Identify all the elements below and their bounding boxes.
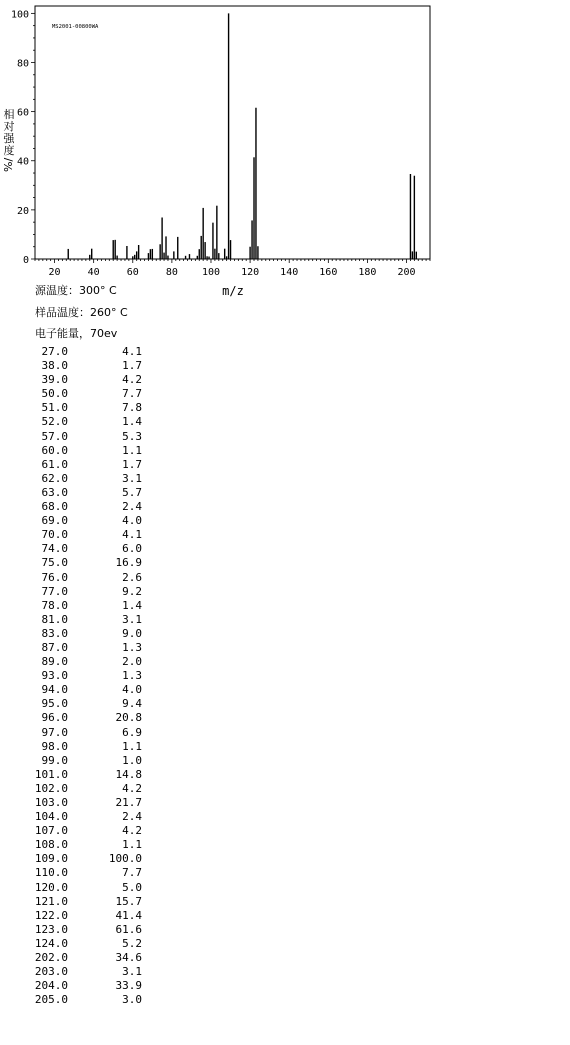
peak-mz: 104.0 (34, 810, 68, 824)
peak-intensity: 2.4 (122, 500, 142, 514)
x-tick-label: 200 (397, 267, 416, 278)
peak-intensity: 61.6 (115, 922, 142, 936)
table-row (30, 951, 142, 965)
peak-intensity: 1.4 (122, 415, 142, 429)
x-tick-label: 80 (165, 267, 178, 278)
sample-temperature-label: 样品温度： (35, 306, 90, 319)
peak-intensity: 2.0 (122, 655, 142, 669)
peak-mz: 52.0 (41, 415, 68, 429)
peak-intensity: 1.3 (122, 640, 142, 654)
peak-intensity: 1.4 (122, 598, 142, 612)
table-row (30, 373, 142, 387)
peak-mz: 74.0 (41, 542, 68, 556)
table-row (30, 979, 142, 993)
sample-temperature-value: 260° C (90, 306, 128, 319)
peak-intensity: 4.2 (122, 373, 142, 387)
peak-mz: 97.0 (41, 725, 68, 739)
sample-temperature (35, 304, 128, 320)
y-axis-label (2, 107, 16, 172)
table-row (30, 669, 142, 683)
table-row (30, 514, 142, 528)
table-row (30, 881, 142, 895)
peak-intensity: 4.0 (122, 683, 142, 697)
peak-mz: 108.0 (34, 838, 68, 852)
x-tick-label: 140 (280, 267, 299, 278)
peak-intensity: 7.7 (122, 866, 142, 880)
peak-mz: 99.0 (41, 753, 68, 767)
table-row (30, 824, 142, 838)
electron-energy (35, 325, 117, 341)
peak-intensity: 3.0 (122, 993, 142, 1007)
peak-intensity: 5.3 (122, 429, 142, 443)
table-row (30, 923, 142, 937)
table-row (30, 726, 142, 740)
peak-intensity: 1.7 (122, 359, 142, 373)
chart-title: MS2001-00800WA (52, 24, 99, 30)
peak-mz: 110.0 (34, 866, 68, 880)
peak-list-table (30, 345, 142, 1007)
peak-intensity: 20.8 (115, 711, 142, 725)
peak-mz: 202.0 (34, 951, 68, 965)
table-row (30, 458, 142, 472)
y-axis-label-char: 度 (3, 144, 15, 157)
table-row (30, 500, 142, 514)
peak-mz: 98.0 (41, 739, 68, 753)
peak-intensity: 4.2 (122, 824, 142, 838)
peak-mz: 101.0 (34, 767, 68, 781)
peak-intensity: 5.2 (122, 936, 142, 950)
x-tick-label: 120 (241, 267, 260, 278)
x-tick-label: 100 (201, 267, 221, 278)
peak-intensity: 5.7 (122, 485, 142, 499)
peak-mz: 89.0 (41, 655, 68, 669)
peak-mz: 70.0 (41, 528, 68, 542)
peak-intensity: 7.7 (122, 387, 142, 401)
peak-intensity: 3.1 (122, 612, 142, 626)
y-tick-label: 80 (16, 58, 29, 70)
peak-intensity: 34.6 (115, 951, 142, 965)
peak-intensity: 1.0 (122, 753, 142, 767)
source-temperature (35, 282, 117, 298)
peak-mz: 123.0 (34, 922, 68, 936)
electron-energy-value: 70ev (90, 327, 118, 340)
table-row (30, 542, 142, 556)
peak-mz: 93.0 (41, 669, 68, 683)
peak-mz: 124.0 (34, 936, 68, 950)
table-row (30, 444, 142, 458)
chart-frame (35, 6, 430, 259)
peak-intensity: 100.0 (108, 852, 142, 866)
chart-ticks (11, 9, 430, 278)
peak-intensity: 3.1 (122, 471, 142, 485)
electron-energy-label: 电子能量， (35, 327, 90, 340)
peak-intensity: 1.1 (122, 443, 142, 457)
peak-intensity: 1.1 (122, 739, 142, 753)
table-row (30, 683, 142, 697)
table-row (30, 909, 142, 923)
table-row (30, 866, 142, 880)
peak-intensity: 9.0 (122, 626, 142, 640)
peak-intensity: 4.1 (122, 528, 142, 542)
peak-mz: 78.0 (41, 598, 68, 612)
peak-intensity: 16.9 (115, 556, 142, 570)
x-tick-label: 40 (87, 267, 100, 278)
peak-intensity: 9.2 (122, 584, 142, 598)
peak-intensity: 5.0 (122, 880, 142, 894)
peak-mz: 60.0 (41, 443, 68, 457)
peak-mz: 63.0 (41, 485, 68, 499)
peak-mz: 57.0 (41, 429, 68, 443)
peak-mz: 94.0 (41, 683, 68, 697)
peak-intensity: 2.4 (122, 810, 142, 824)
table-row (30, 528, 142, 542)
x-tick-label: 20 (48, 267, 61, 278)
table-row (30, 472, 142, 486)
table-row (30, 965, 142, 979)
peak-mz: 121.0 (34, 894, 68, 908)
peak-intensity: 14.8 (115, 767, 142, 781)
table-row (30, 768, 142, 782)
y-axis-label-unit: %/ (2, 157, 15, 172)
table-row (30, 345, 142, 359)
table-row (30, 852, 142, 866)
x-tick-label: 60 (126, 267, 139, 278)
peak-mz: 102.0 (34, 781, 68, 795)
y-axis-label-char: 对 (3, 120, 15, 133)
peak-mz: 203.0 (34, 965, 68, 979)
table-row (30, 571, 142, 585)
peak-mz: 76.0 (41, 570, 68, 584)
peak-mz: 205.0 (34, 993, 68, 1007)
chart-bars (68, 13, 416, 259)
peak-mz: 69.0 (41, 514, 68, 528)
peak-intensity: 1.1 (122, 838, 142, 852)
table-row (30, 993, 142, 1007)
table-row (30, 838, 142, 852)
peak-intensity: 9.4 (122, 697, 142, 711)
peak-intensity: 1.7 (122, 457, 142, 471)
peak-intensity: 1.3 (122, 669, 142, 683)
y-tick-label: 20 (16, 205, 29, 217)
table-row (30, 599, 142, 613)
peak-intensity: 4.2 (122, 781, 142, 795)
table-row (30, 895, 142, 909)
table-row (30, 937, 142, 951)
peak-mz: 51.0 (41, 401, 68, 415)
peak-intensity: 4.1 (122, 345, 142, 358)
table-row (30, 782, 142, 796)
y-tick-label: 0 (22, 255, 29, 266)
peak-mz: 83.0 (41, 626, 68, 640)
source-temperature-value: 300° C (79, 284, 117, 297)
table-row (30, 387, 142, 401)
peak-intensity: 6.9 (122, 725, 142, 739)
peak-intensity: 4.0 (122, 514, 142, 528)
table-row (30, 401, 142, 415)
table-row (30, 796, 142, 810)
peak-mz: 39.0 (41, 373, 68, 387)
peak-mz: 61.0 (41, 457, 68, 471)
peak-mz: 81.0 (41, 612, 68, 626)
peak-mz: 204.0 (34, 979, 68, 993)
peak-mz: 95.0 (41, 697, 68, 711)
table-row (30, 430, 142, 444)
peak-mz: 122.0 (34, 908, 68, 922)
y-tick-label: 60 (16, 107, 29, 119)
peak-mz: 62.0 (41, 471, 68, 485)
peak-intensity: 15.7 (115, 894, 142, 908)
peak-mz: 50.0 (41, 387, 68, 401)
peak-mz: 107.0 (34, 824, 68, 838)
table-row (30, 585, 142, 599)
y-tick-label: 100 (10, 9, 29, 21)
peak-mz: 96.0 (41, 711, 68, 725)
table-row (30, 556, 142, 570)
peak-intensity: 7.8 (122, 401, 142, 415)
table-row (30, 613, 142, 627)
peak-mz: 120.0 (34, 880, 68, 894)
peak-mz: 103.0 (34, 796, 68, 809)
x-axis-label: m/z (222, 284, 244, 298)
plot-border (35, 6, 430, 259)
peak-mz: 68.0 (41, 500, 68, 514)
mass-spectrum-chart (0, 0, 570, 300)
peak-mz: 38.0 (41, 359, 68, 373)
peak-mz: 87.0 (41, 640, 68, 654)
peak-intensity: 6.0 (122, 542, 142, 556)
table-row (30, 359, 142, 373)
table-row (30, 655, 142, 669)
y-axis-label-char: 相 (3, 108, 15, 121)
peak-mz: 109.0 (34, 852, 68, 866)
table-row (30, 711, 142, 725)
peak-mz: 77.0 (41, 584, 68, 598)
table-row (30, 641, 142, 655)
y-axis-label-char: 强 (3, 132, 15, 145)
table-row (30, 627, 142, 641)
peak-intensity: 21.7 (115, 796, 142, 809)
peak-intensity: 3.1 (122, 965, 142, 979)
peak-intensity: 33.9 (115, 979, 142, 993)
table-row (30, 415, 142, 429)
y-tick-label: 40 (16, 156, 29, 168)
source-temperature-label: 源温度： (35, 284, 79, 297)
peak-mz: 75.0 (41, 556, 68, 570)
peak-intensity: 41.4 (115, 908, 142, 922)
peak-intensity: 2.6 (122, 570, 142, 584)
x-tick-label: 180 (358, 267, 377, 278)
x-tick-label: 160 (319, 267, 338, 278)
table-row (30, 486, 142, 500)
table-row (30, 810, 142, 824)
table-row (30, 754, 142, 768)
peak-mz: 27.0 (41, 345, 68, 358)
table-row (30, 740, 142, 754)
table-row (30, 697, 142, 711)
